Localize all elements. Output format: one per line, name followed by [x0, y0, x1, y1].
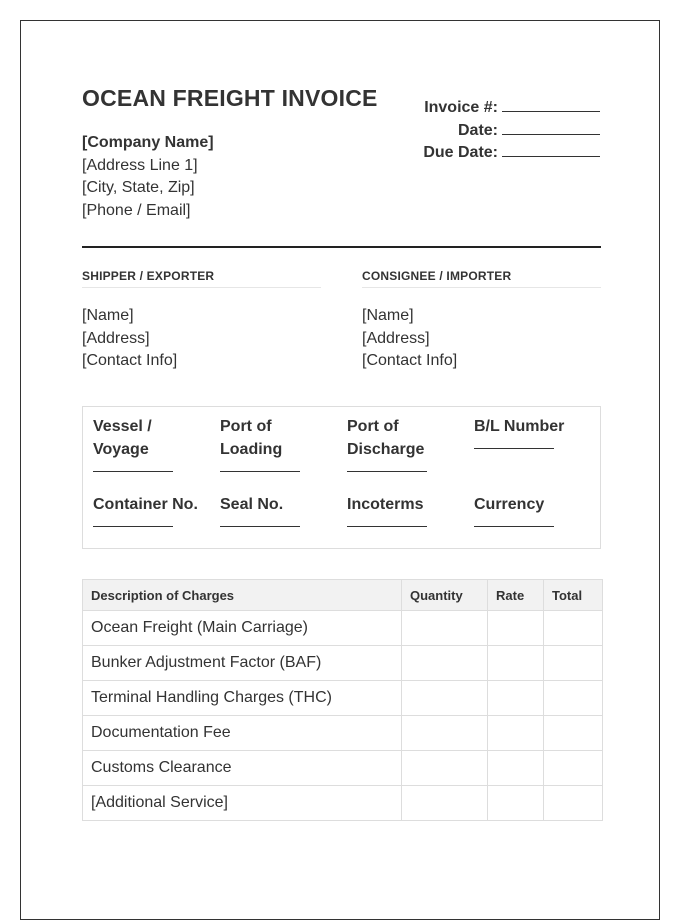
- charge-quantity-cell[interactable]: [402, 611, 488, 646]
- table-row: [83, 786, 603, 821]
- charge-rate-cell[interactable]: [488, 751, 544, 786]
- container-no-label: Container No.: [93, 496, 198, 513]
- table-row: [83, 716, 603, 751]
- shipper-heading: SHIPPER / EXPORTER: [82, 269, 321, 288]
- port-loading-field: [220, 415, 330, 472]
- seal-no-field: [220, 493, 330, 527]
- consignee-block: [362, 269, 601, 373]
- charge-description: Customs Clearance: [83, 751, 402, 786]
- company-address: [Address Line 1]: [82, 156, 198, 174]
- port-discharge-blank: [347, 461, 427, 472]
- invoice-number-label: Invoice #:: [424, 99, 498, 116]
- company-name: [Company Name]: [82, 134, 214, 151]
- charge-rate-cell[interactable]: [488, 716, 544, 751]
- charge-total-cell[interactable]: [544, 786, 603, 821]
- charges-header-row: [83, 580, 603, 611]
- charge-total-cell[interactable]: [544, 646, 603, 681]
- consignee-heading: CONSIGNEE / IMPORTER: [362, 269, 601, 288]
- consignee-address: [Address]: [362, 329, 430, 347]
- table-row: [83, 681, 603, 716]
- container-no-blank: [93, 516, 173, 527]
- charge-description: Documentation Fee: [83, 716, 402, 751]
- company-city: [City, State, Zip]: [82, 179, 195, 196]
- charge-rate-cell[interactable]: [488, 611, 544, 646]
- port-loading-label: Port of Loading: [220, 418, 283, 458]
- charge-rate-cell[interactable]: [488, 681, 544, 716]
- vessel-voyage-blank: [93, 461, 173, 472]
- incoterms-field: [347, 493, 457, 527]
- shipper-name: [Name]: [82, 307, 134, 324]
- bl-number-field: [474, 415, 584, 449]
- charge-total-cell[interactable]: [544, 611, 603, 646]
- container-no-field: [93, 493, 203, 527]
- company-contact: [Phone / Email]: [82, 201, 191, 219]
- table-row: [83, 751, 603, 786]
- due-date-blank: [502, 142, 600, 157]
- due-date-row: [423, 142, 600, 165]
- seal-no-blank: [220, 516, 300, 527]
- table-row: [83, 646, 603, 681]
- port-discharge-field: [347, 415, 457, 472]
- due-date-label: Due Date:: [423, 144, 498, 161]
- charge-total-cell[interactable]: [544, 716, 603, 751]
- column-header-rate: Rate: [488, 580, 544, 611]
- charge-quantity-cell[interactable]: [402, 681, 488, 716]
- bl-number-blank: [474, 438, 554, 449]
- invoice-date-blank: [502, 120, 600, 135]
- currency-label: Currency: [474, 496, 545, 513]
- company-block: [82, 132, 214, 222]
- column-header-quantity: Quantity: [402, 580, 488, 611]
- charge-quantity-cell[interactable]: [402, 646, 488, 681]
- column-header-description: Description of Charges: [83, 580, 402, 611]
- charge-total-cell[interactable]: [544, 681, 603, 716]
- shipper-block: [82, 269, 321, 373]
- charge-total-cell[interactable]: [544, 751, 603, 786]
- consignee-name: [Name]: [362, 307, 414, 324]
- currency-field: [474, 493, 584, 527]
- charges-table: [82, 579, 603, 821]
- charge-description: Terminal Handling Charges (THC): [83, 681, 402, 716]
- invoice-title: OCEAN FREIGHT INVOICE: [82, 85, 378, 111]
- vessel-voyage-label: Vessel / Voyage: [93, 418, 152, 458]
- charge-description: Ocean Freight (Main Carriage): [83, 611, 402, 646]
- header-divider: [82, 246, 601, 248]
- port-loading-blank: [220, 461, 300, 472]
- charge-rate-cell[interactable]: [488, 646, 544, 681]
- invoice-date-row: [423, 120, 600, 143]
- invoice-number-row: [423, 97, 600, 120]
- vessel-voyage-field: [93, 415, 203, 472]
- invoice-date-label: Date:: [457, 121, 498, 139]
- invoice-number-blank: [502, 97, 600, 112]
- incoterms-blank: [347, 516, 427, 527]
- invoice-page: [20, 20, 660, 920]
- bl-number-label: B/L Number: [474, 418, 565, 435]
- invoice-meta: [423, 97, 600, 165]
- column-header-total: Total: [544, 580, 603, 611]
- shipment-details: [82, 406, 601, 549]
- port-discharge-label: Port of Discharge: [347, 418, 425, 458]
- charge-rate-cell[interactable]: [488, 786, 544, 821]
- charge-quantity-cell[interactable]: [402, 786, 488, 821]
- charge-description: Bunker Adjustment Factor (BAF): [83, 646, 402, 681]
- charge-quantity-cell[interactable]: [402, 751, 488, 786]
- charge-quantity-cell[interactable]: [402, 716, 488, 751]
- seal-no-label: Seal No.: [220, 496, 284, 513]
- shipper-contact: [Contact Info]: [82, 352, 178, 369]
- table-row: [83, 611, 603, 646]
- charge-description: [Additional Service]: [83, 786, 402, 821]
- incoterms-label: Incoterms: [347, 496, 424, 513]
- consignee-contact: [Contact Info]: [362, 352, 458, 369]
- shipper-address: [Address]: [82, 329, 150, 347]
- currency-blank: [474, 516, 554, 527]
